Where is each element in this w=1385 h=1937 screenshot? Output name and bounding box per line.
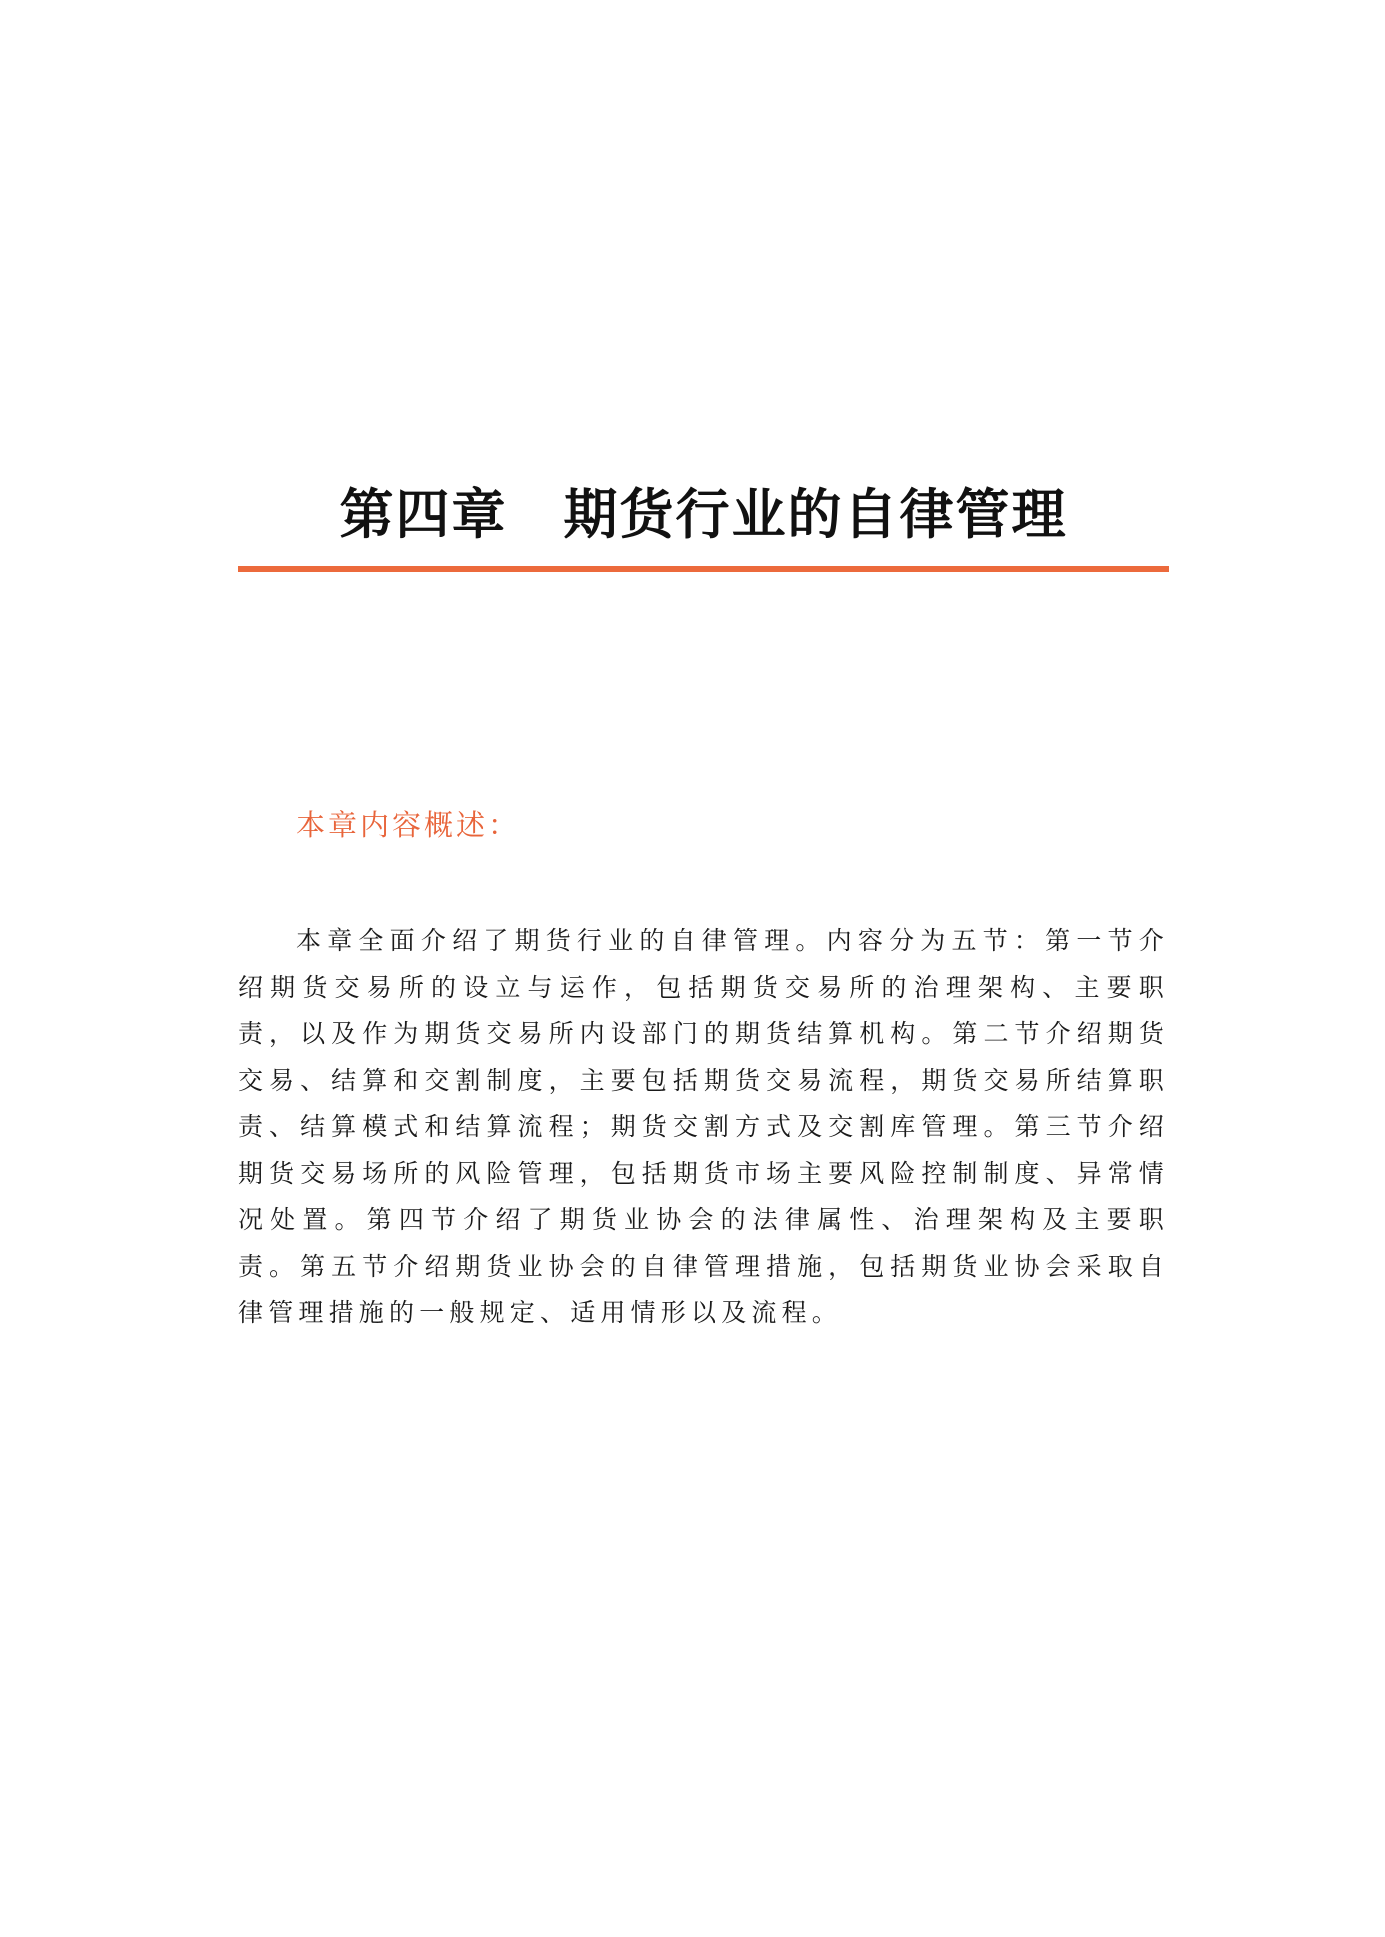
overview-paragraph: 本章全面介绍了期货行业的自律管理。内容分为五节：第一节介绍期货交易所的设立与运作，包括期货交易所的治理架构、主要职责，以及作为期货交易所内设部门的期货结算机构。第二节介绍期货交易、结算和交割制度，主要包括期货交易流程，期货交易所结算职责、结算模式和结算流程；期货交割方式及交割库管理。第三节介绍期货交易场所的风险管理，包括期货市场主要风险控制制度、异常情况处置。第四节介绍了期货业协会的法律属性、治理架构及主要职责。第五节介绍期货业协会的自律管理措施，包括期货业协会采取自律管理措施的一般规定、适用情形以及流程。 (238, 926, 1169, 1327)
chapter-title: 第四章 期货行业的自律管理 (339, 482, 1068, 546)
title-divider (238, 566, 1169, 572)
overview-heading: 本章内容概述： (296, 808, 521, 842)
